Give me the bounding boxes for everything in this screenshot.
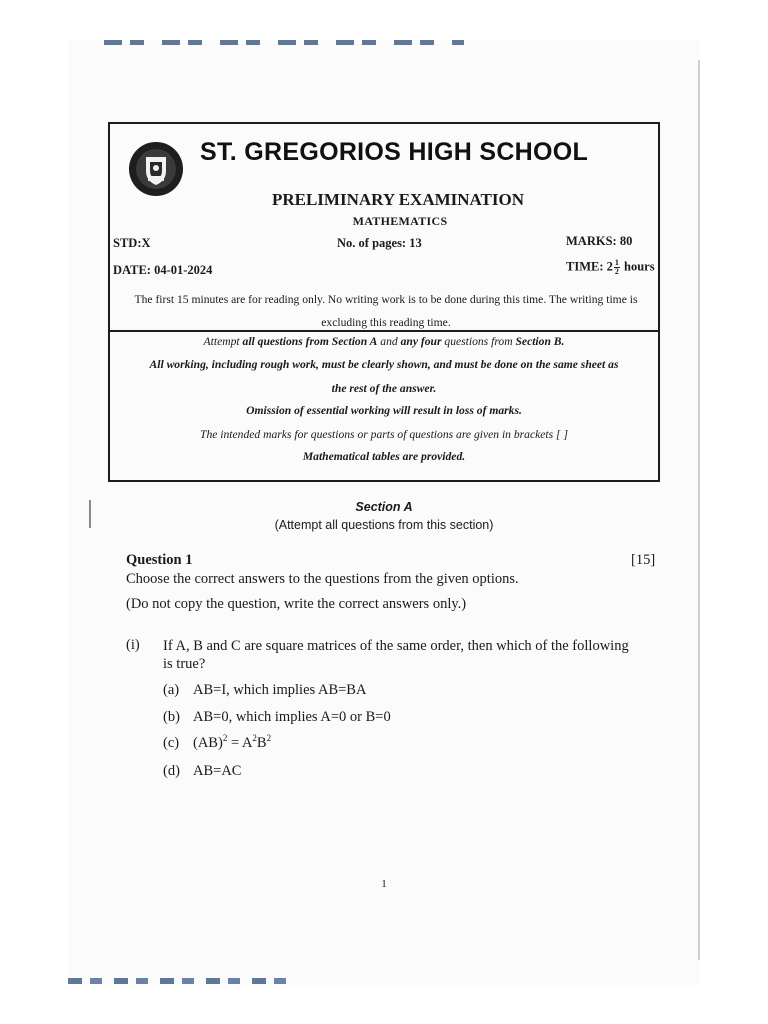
time-prefix: TIME: 2 [566, 259, 613, 274]
scan-edge-bottom [68, 978, 288, 984]
part-number: (i) [126, 637, 140, 653]
instruction-line-3: the rest of the answer. [331, 382, 437, 395]
instruction-line-2: All working, including rough work, must be clearly shown, and must be done on the same sheet as [149, 358, 619, 371]
question-instruction-1: Choose the correct answers to the questions from the given options. [126, 571, 519, 587]
option-c-formula: $(AB)^2 = A^2B^2$ [193, 733, 272, 751]
time-suffix: hours [624, 259, 655, 274]
option-c: (c) $(AB)^2 = A^2B^2$ [163, 733, 272, 751]
instruction-line-5: The intended marks for questions or parts of questions are given in brackets [ ] [200, 428, 568, 441]
question-marks: [15] [631, 552, 656, 568]
date-label: DATE: 04-01-2024 [113, 263, 213, 277]
std-label: STD:X [113, 236, 151, 250]
option-b: (b) AB=0, which implies A=0 or B=0 [163, 709, 391, 725]
section-title: Section A [355, 500, 413, 514]
subject: MATHEMATICS [352, 214, 448, 228]
reading-note: The first 15 minutes are for reading only. No writing work is to be done during this time. The writing time is excluding this reading time. [134, 293, 638, 329]
time-label [566, 259, 655, 276]
instruction-line-1: Attempt all questions from Section A and any four questions from Section B. [203, 335, 565, 348]
exam-title: PRELIMINARY EXAMINATION [271, 190, 525, 209]
marks-label: MARKS: 80 [566, 234, 633, 248]
question-instruction-2: (Do not copy the question, write the correct answers only.) [126, 596, 467, 612]
school-name: ST. GREGORIOS HIGH SCHOOL [200, 138, 589, 166]
scan-edge-top [104, 40, 464, 45]
instruction-line-4: Omission of essential working will result in loss of marks. [246, 404, 522, 417]
page-number: 1 [381, 878, 387, 890]
question-title: Question 1 [126, 552, 193, 568]
section-subtitle: (Attempt all questions from this section) [274, 518, 494, 532]
pages-label: No. of pages: 13 [337, 236, 422, 250]
instruction-line-6: Mathematical tables are provided. [302, 450, 466, 463]
option-d: (d) AB=AC [163, 763, 242, 779]
time-fraction: $\frac{1}{2}$ [614, 258, 619, 276]
part-text: If A, B and C are square matrices of the same order, then which of the following is true? [163, 638, 629, 672]
option-a: (a) AB=I, which implies AB=BA [163, 682, 367, 698]
